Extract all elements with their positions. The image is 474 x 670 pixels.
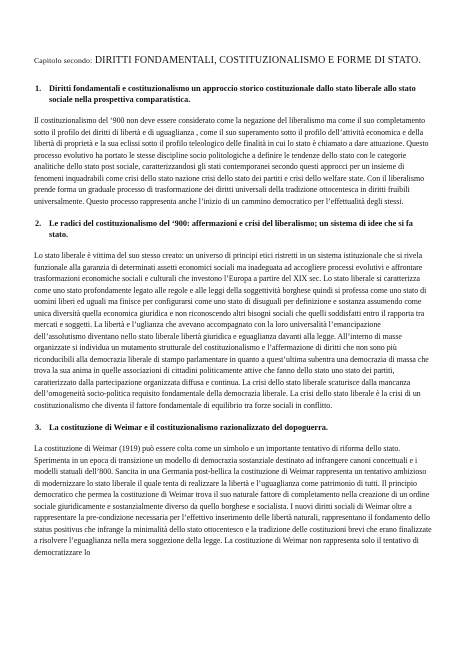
section-3 [34,422,432,558]
section-number: 3. [35,423,42,432]
section-title: Diritti fondamentali e costituzionalismo un approccio storico costituzionale dallo stato liberale allo stato sociale nella prospettiva comparatistica. [49,84,416,104]
section-2 [34,218,432,411]
section-number: 2. [35,219,42,228]
section-heading [34,218,432,240]
chapter-prefix: Capitolo secondo: [34,56,93,65]
section-heading [34,83,432,105]
section-paragraph: Lo stato liberale è vittima del suo stesso creato: un universo di principi etici ristretti in un sistema istituzionale che si rivela funzionale alla garanzia di determinati assetti economici sociali ma inadeguata ad accogliere processi evolutivi e affrontare trasformazioni economiche sociali e culturali che investono l’Europa a partire del XIX sec. Lo stato liberale si caratterizza come uno stato profondamente legato alle regole e alle leggi della soggettività borghese quindi si professa come uno stato di uomini liberi ed uguali ma finisce per configurarsi come uno stato di disuguali per definizione e sostanza assumendo come unica diversità quella economica giuridica e non riconoscendo altri bisogni sociali che quelli soddisfatti entro il rapporta tra mercati e soggetti. La libertà e l’uglianza che avevano accompagnato con la loro universalità l’emancipazione dell’assolutismo diventano nello stato liberale libertà giuridica e eguaglianza davanti alla legge. All’interno di masse organizzate si individua un mutamento strutturale del costituzionalismo e l’affermazione di diritti che non sono più riconducibili alla democrazia liberale di stampo parlamentare in quanto a quest’ultima subentra una democrazia di massa che trova la sua anima in quelle associazioni di cittadini politicamente attive che fanno dello stato uno stato dei partiti, caratterizzato dalla partecipazione organizzata diffusa e continua. La crisi dello stato liberale scaturisce dalla mancanza dell’omogeneità socio-politica requisito fondamentale della democrazia liberale. La crisi dello stato liberale è la crisi di un costituzionalismo che diventa il fattore fondamentale di equilibrio tra forze sociali in conflitto. [34,251,429,410]
section-heading [34,422,432,433]
section-paragraph: La costituzione di Weimar (1919) può essere colta come un simbolo e un importante tentativo di riforma dello stato. Sperimenta in un epoca di transizione un modello di democrazia sostanziale destinato ad infrangere canoni concettuali e i modelli statuali dell’800. Sancita in una Germania post-bellica la costituzione di Weimar rappresenta un tentativo ambizioso di modernizzare lo stato liberale il quale tenta di realizzare la libertà e l’uguaglianza come patrimonio di tutti. Il principio democratico che permea la costituzione di Weimar trova il suo naturale fattore di completamento nella creazione di un ordine sociale giuridicamente e sostanzialmente diverso da quello borghese e socialista. I nuovi diritti sociali di Weimar oltre a rappresentare la pre-condizione necessaria per l’effettivo inserimento delle libertà naturali, rappresentano il fondamento dello status positivus che infrange la minimalità dello stato ottocentesco e la tradizione delle costituzioni brevi che erano finalizzate a risolvere l’eguaglianza nella mera soggezione della legge. La costituzione di Weimar non rappresenta solo il tentativo di democratizzare lo [34,444,432,557]
section-number: 1. [35,84,42,93]
chapter-title: DIRITTI FONDAMENTALI, COSTITUZIONALISMO E FORME DI STATO. [94,55,421,66]
section-paragraph: Il costituzionalismo del ‘900 non deve essere considerato come la negazione del liberalismo ma come il suo completamento sotto il profilo dei diritti di libertà e di uguaglianza , come il suo superamento sotto il profilo dell’attività economica e della libertà di proprietà e la sua eclissi sotto il profilo teleologico delle finalità in cui lo stato è chiamato a dare attuazione. Questo processo evolutivo ha portato le stesse discipline socio politologiche a definire le tendenze dello stato con le categorie analitiche dello stato post sociale, caratterizzandosi gli stati contemporanei secondo questi approcci per un insieme di fenomeni inquadrabili come crisi dello stato nazione crisi dello stato dei partiti e crisi dello welfare state. Con il liberalismo prende forma un graduale processo di trasformazione dei diritti universali della tradizione ottocentesca in diritti fruibili universalmente. Questo processo rappresenta anche l’inizio di un cammino democratico per l’effettualità degli stessi. [34,116,429,206]
chapter-heading [34,54,432,67]
section-title: La costituzione di Weimar e il costituzionalismo razionalizzato del dopoguerra. [49,423,328,432]
section-1 [34,83,432,207]
section-title: Le radici del costituzionalismo del ‘900: affermazioni e crisi del liberalismo; un sistema di idee che si fa stato. [49,219,413,239]
